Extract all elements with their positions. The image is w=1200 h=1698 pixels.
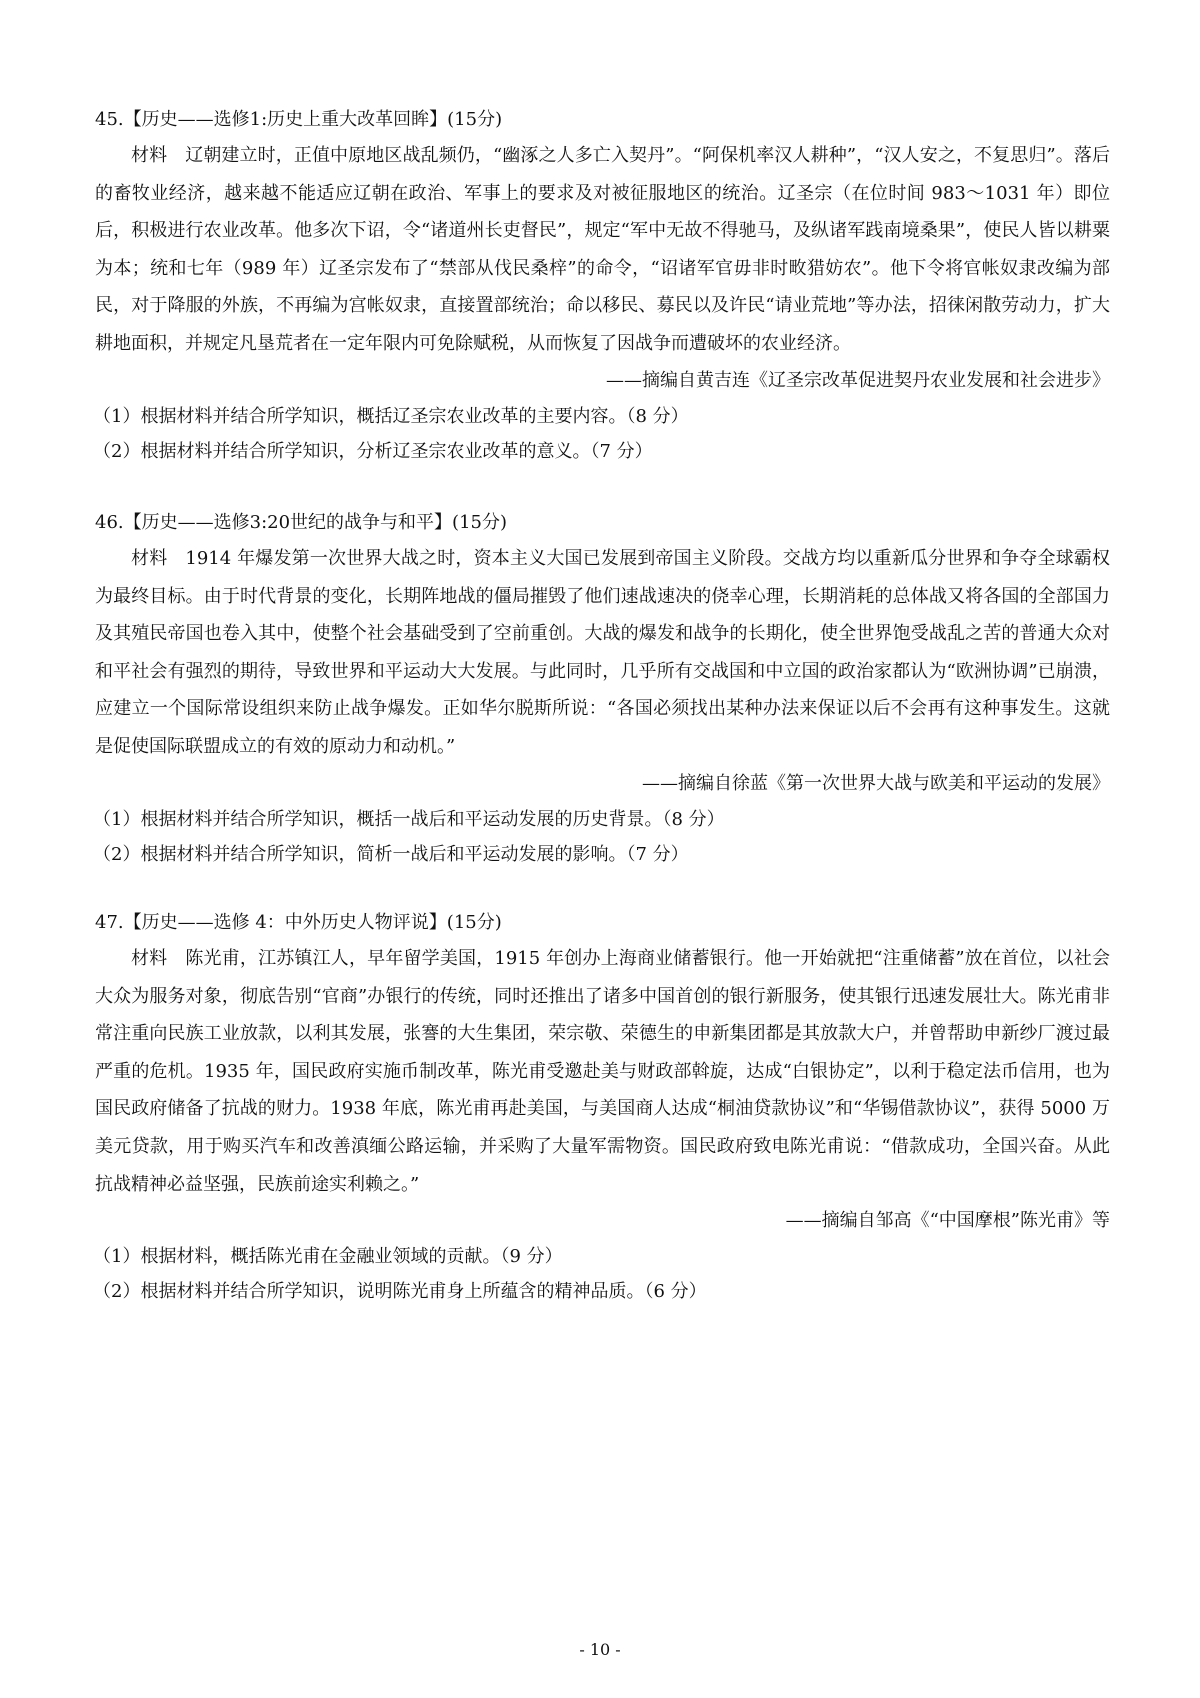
sub-question: （2）根据材料并结合所学知识，分析辽圣宗农业改革的意义。（7 分） <box>93 440 653 462</box>
sub-question: （1）根据材料并结合所学知识，概括一战后和平运动发展的历史背景。（8 分） <box>93 808 725 830</box>
material-text: 1914 年爆发第一次世界大战之时，资本主义大国已发展到帝国主义阶段。交战方均以重新瓜分世界和争夺全球霸权为最终目标。由于时代背景的变化，长期阵地战的僵局摧毁了他们速战速决的侥幸心理，长期消耗的总体战又将各国的全部国力及其殖民帝国也卷入其中，使整个社会基础受到了空前重创。大战的爆发和战争的长期化，使全世界饱受战乱之苦的普通大众对和平社会有强烈的期待，导致世界和平运动大大发展。与此同时，几乎所有交战国和中立国的政治家都认为“欧洲协调”已崩溃，应建立一个国际常设组织来防止战争爆发。正如华尔脱斯所说：“各国必须找出某种办法来保证以后不会再有这种事发生。这就是促使国际联盟成立的有效的原动力和动机。” <box>95 548 1111 757</box>
page-number: - 10 - <box>579 1640 621 1659</box>
material-label: 材料 <box>131 145 168 166</box>
material-label: 材料 <box>131 948 168 969</box>
material-source: ——摘编自徐蓝《第一次世界大战与欧美和平运动的发展》 <box>642 772 1110 794</box>
question-header: 45.【历史——选修1:历史上重大改革回眸】(15分) <box>95 109 503 130</box>
question-45 <box>95 103 1110 469</box>
question-header: 46.【历史——选修3:20世纪的战争与和平】(15分) <box>95 512 507 533</box>
sub-question: （1）根据材料，概括陈光甫在金融业领域的贡献。（9 分） <box>93 1246 563 1268</box>
question-47 <box>95 906 1110 1309</box>
sub-question: （2）根据材料并结合所学知识，说明陈光甫身上所蕴含的精神品质。（6 分） <box>93 1281 707 1303</box>
question-46 <box>95 506 1110 872</box>
sub-question: （1）根据材料并结合所学知识，概括辽圣宗农业改革的主要内容。（8 分） <box>93 405 689 427</box>
sub-question: （2）根据材料并结合所学知识，简析一战后和平运动发展的影响。（7 分） <box>93 843 689 865</box>
material-source: ——摘编自黄吉连《辽圣宗改革促进契丹农业发展和社会进步》 <box>606 369 1110 391</box>
question-header: 47.【历史——选修 4：中外历史人物评说】(15分) <box>95 912 502 933</box>
material-paragraph <box>95 940 1110 1203</box>
material-paragraph <box>95 137 1110 363</box>
material-paragraph <box>95 540 1110 766</box>
material-label: 材料 <box>131 548 168 569</box>
material-text: 陈光甫，江苏镇江人，早年留学美国，1915 年创办上海商业储蓄银行。他一开始就把“注重储蓄”放在首位，以社会大众为服务对象，彻底告别“官商”办银行的传统，同时还推出了诸多中国首创的银行新服务，使其银行迅速发展壮大。陈光甫非常注重向民族工业放款，以利其发展，张謇的大生集团，荣宗敬、荣德生的申新集团都是其放款大户，并曾帮助申新纱厂渡过最严重的危机。1935 年，国民政府实施币制改革，陈光甫受邀赴美与财政部斡旋，达成“白银协定”，以利于稳定法币信用，也为国民政府储备了抗战的财力。1938 年底，陈光甫再赴美国，与美国商人达成“桐油贷款协议”和“华锡借款协议”，获得 5000 万美元贷款，用于购买汽车和改善滇缅公路运输，并采购了大量军需物资。国民政府致电陈光甫说：“借款成功，全国兴奋。从此抗战精神必益坚强，民族前途实利赖之。” <box>95 948 1110 1195</box>
material-text: 辽朝建立时，正值中原地区战乱频仍，“幽涿之人多亡入契丹”。“阿保机率汉人耕种”，“汉人安之，不复思归”。落后的畜牧业经济，越来越不能适应辽朝在政治、军事上的要求及对被征服地区的统治。辽圣宗（在位时间 983～1031 年）即位后，积极进行农业改革。他多次下诏，令“诸道州长吏督民”，规定“军中无故不得驰马，及纵诸军践南境桑果”，使民人皆以耕粟为本；统和七年（989 年）辽圣宗发布了“禁部从伐民桑梓”的命令，“诏诸军官毋非时畋猎妨农”。他下令将官帐奴隶改编为部民，对于降服的外族，不再编为宫帐奴隶，直接置部统治；命以移民、募民以及许民“请业荒地”等办法，招徕闲散劳动力，扩大耕地面积，并规定凡垦荒者在一定年限内可免除赋税，从而恢复了因战争而遭破坏的农业经济。 <box>95 145 1110 354</box>
material-source: ——摘编自邹高《“中国摩根”陈光甫》等 <box>785 1210 1110 1232</box>
